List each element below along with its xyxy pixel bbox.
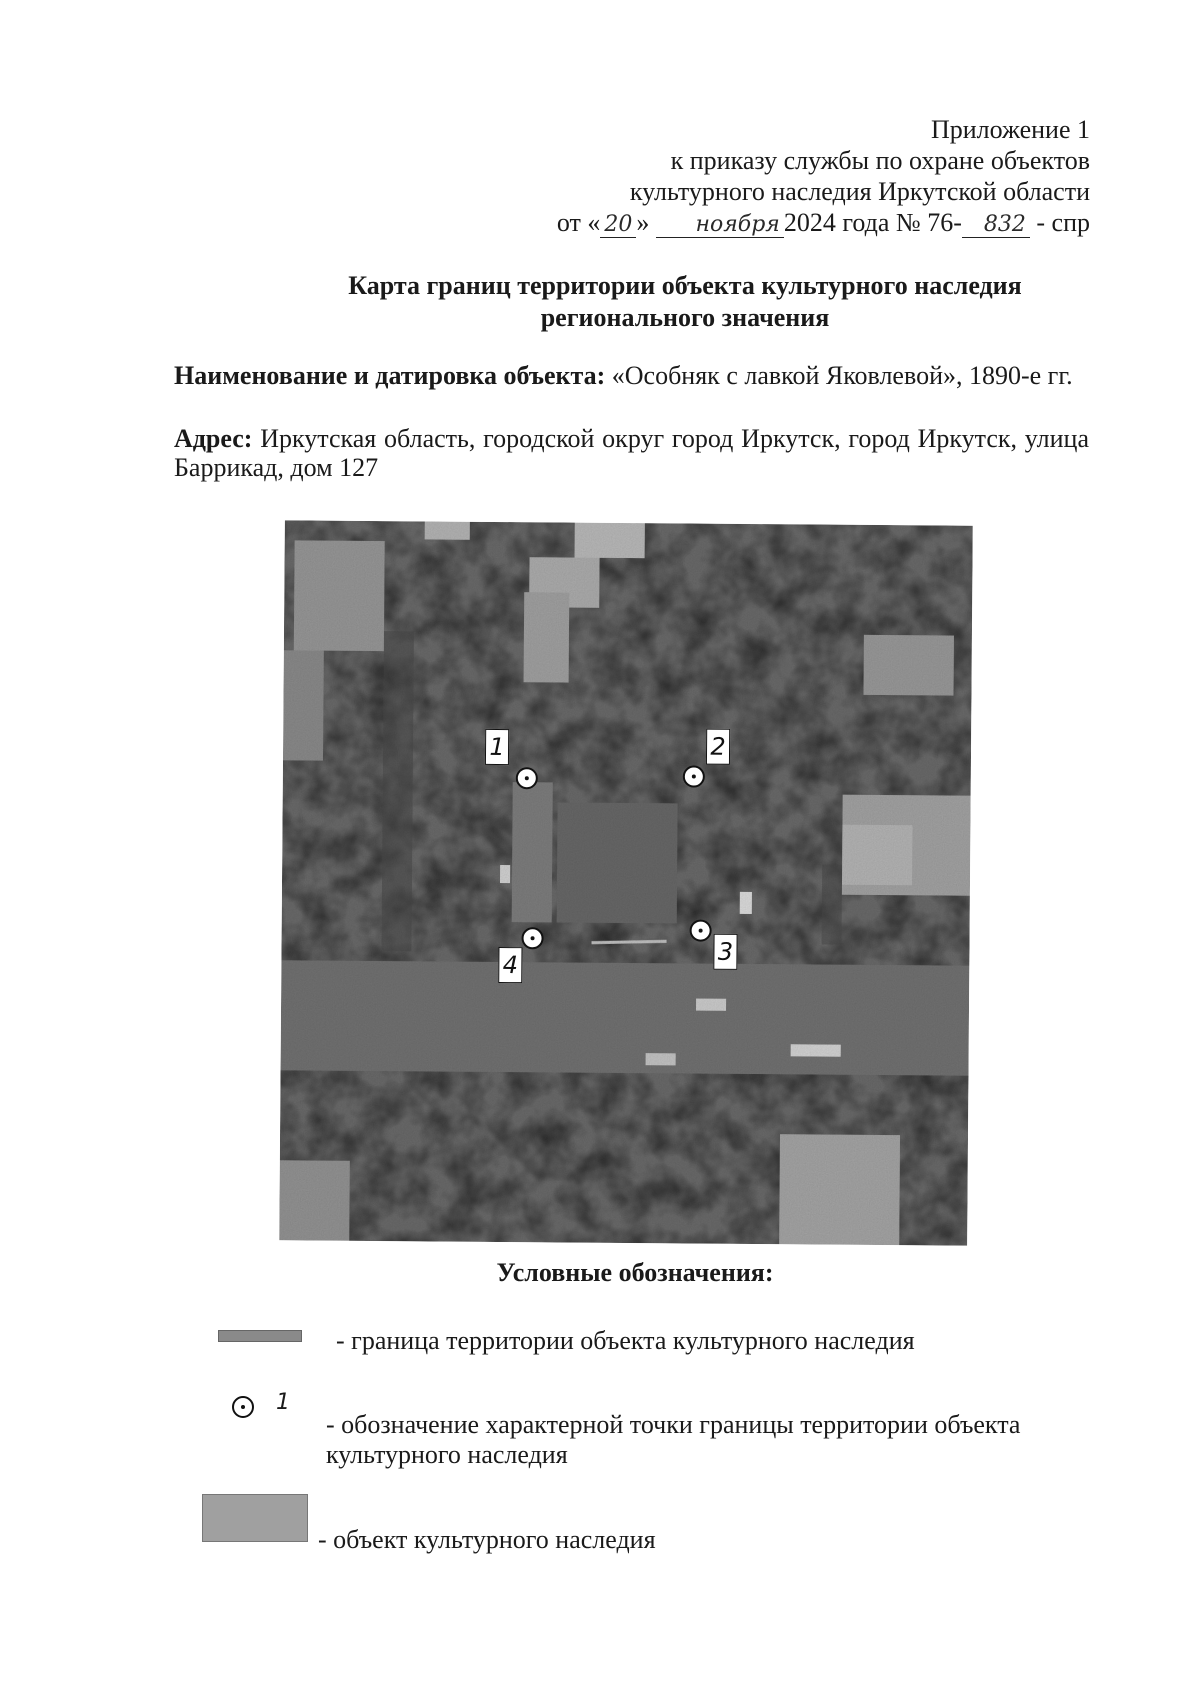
legend-boundary-text: - граница территории объекта культурного наследия — [336, 1326, 915, 1355]
aerial-map — [279, 520, 973, 1245]
handwritten-order-number: 832 — [962, 213, 1030, 238]
aerial-map-image — [279, 520, 973, 1245]
handwritten-month: ноября — [656, 213, 784, 238]
legend-point-icon — [232, 1396, 254, 1418]
appendix-order-ref: к приказу службы по охране объектов — [670, 146, 1090, 175]
legend-point-text: - обозначение характерной точки границы территории объекта культурного наследия — [326, 1410, 1021, 1469]
document-title — [0, 270, 1200, 334]
boundary-point-label-2: 2 — [706, 729, 730, 765]
boundary-point-label-1: 1 — [485, 729, 509, 765]
legend-object-text: - объект культурного наследия — [318, 1525, 656, 1554]
object-name-label: Наименование и датировка объекта: — [174, 361, 606, 390]
date-prefix: от « — [556, 208, 601, 237]
appendix-header — [557, 114, 1090, 238]
address-value: Иркутская область, городской округ город Иркутск, город Иркутск, улица Баррикад, дом 127 — [174, 424, 1089, 482]
year-text: 2024 года № 76- — [783, 208, 962, 237]
boundary-point-marker-1 — [516, 767, 538, 789]
legend-object-swatch — [202, 1494, 308, 1542]
boundary-point-label-4: 4 — [498, 947, 522, 983]
boundary-point-marker-3 — [690, 920, 712, 942]
order-suffix: - спр — [1036, 208, 1090, 237]
title-line-2: регионального значения — [540, 303, 830, 332]
object-name-value: «Особняк с лавкой Яковлевой», 1890-е гг. — [611, 361, 1073, 390]
legend-boundary-swatch — [218, 1330, 302, 1342]
boundary-point-marker-2 — [683, 765, 705, 787]
object-name-paragraph — [174, 361, 1089, 390]
date-mid: » — [636, 208, 650, 237]
legend-title: Условные обозначения: — [496, 1258, 774, 1287]
handwritten-day: 20 — [600, 213, 636, 238]
object-address-paragraph — [174, 424, 1089, 482]
appendix-date-line — [557, 207, 1090, 238]
title-line-1: Карта границ территории объекта культурного наследия — [348, 271, 1022, 300]
address-label: Адрес: — [174, 424, 253, 453]
appendix-agency: культурного наследия Иркутской области — [629, 177, 1090, 206]
boundary-point-label-3: 3 — [713, 934, 737, 970]
appendix-number: Приложение 1 — [930, 115, 1090, 144]
boundary-point-marker-4 — [521, 927, 543, 949]
legend-point-sample-number: 1 — [276, 1390, 290, 1415]
